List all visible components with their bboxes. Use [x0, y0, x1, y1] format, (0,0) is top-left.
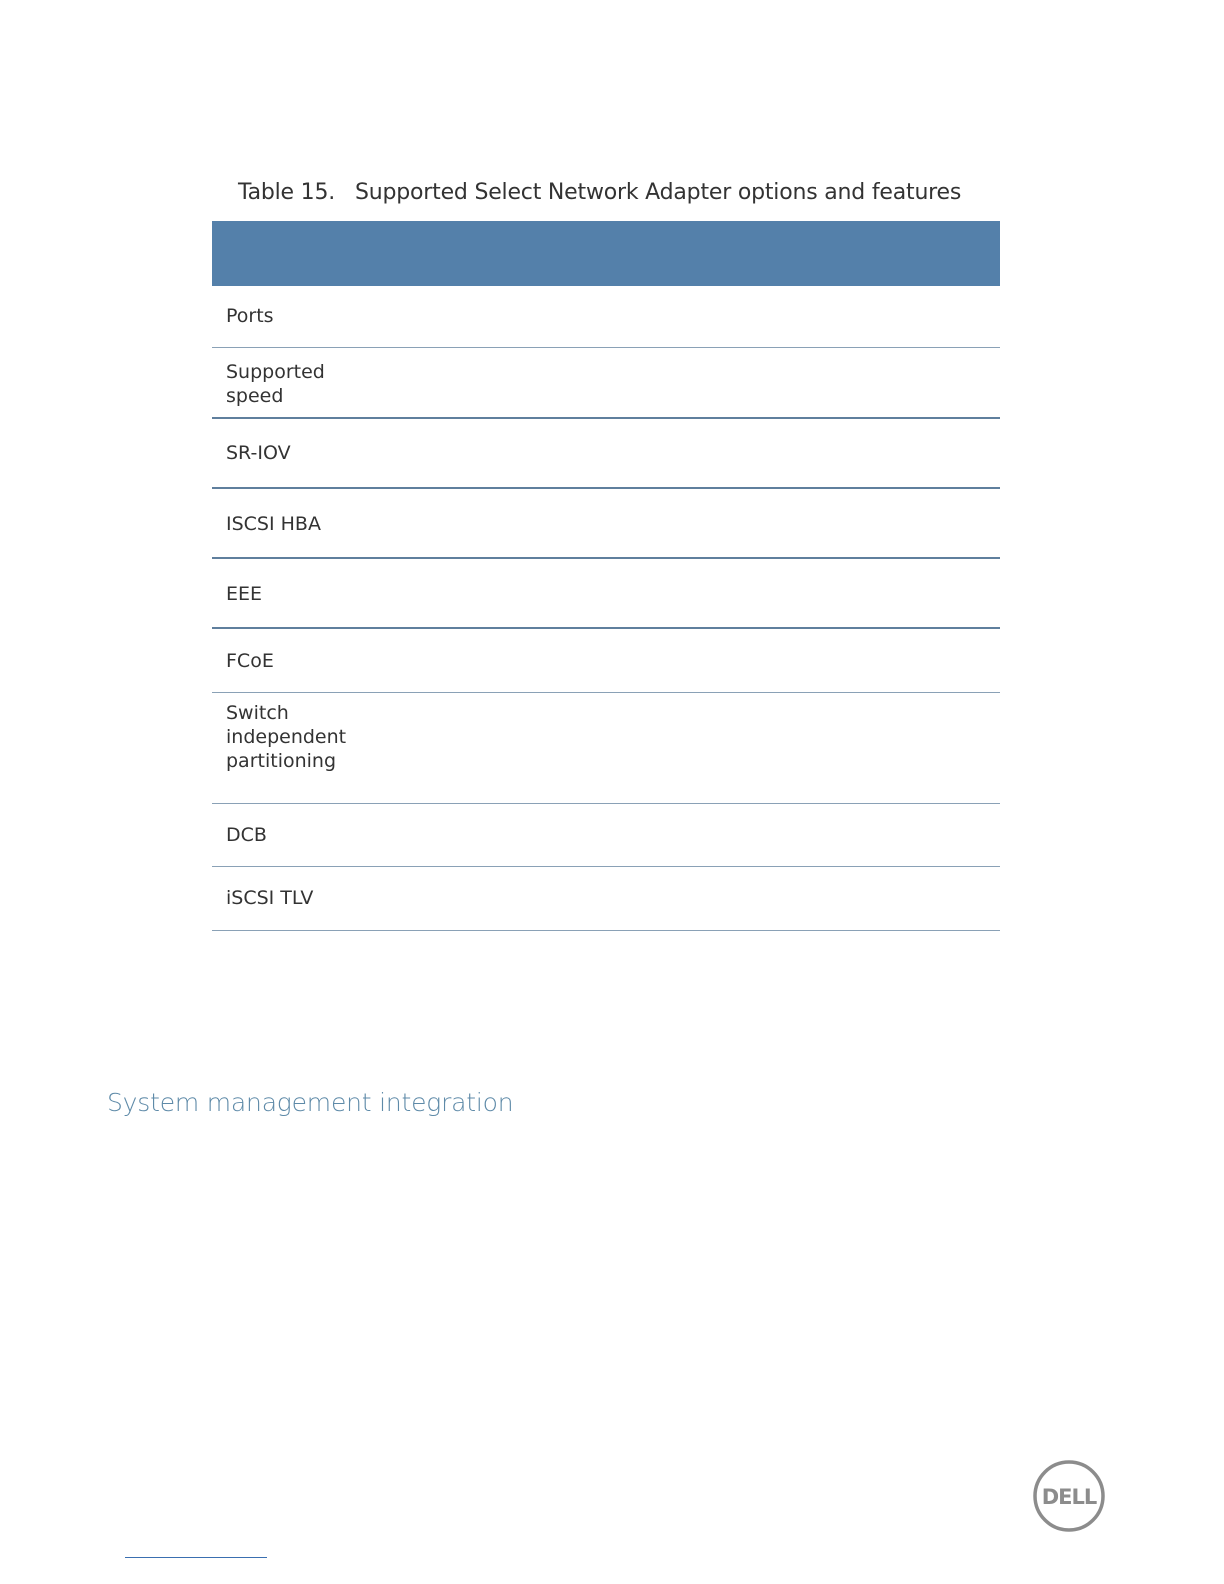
row-label-dcb: DCB — [226, 824, 267, 846]
table-row — [212, 867, 1000, 931]
row-label-ports: Ports — [226, 305, 274, 327]
network-adapter-table — [212, 221, 1000, 931]
table-row — [212, 693, 1000, 804]
table-caption-number: Table 15. — [238, 180, 336, 205]
row-label-supported-speed: Supported speed — [226, 361, 325, 407]
row-label-iscsi-hba: ISCSI HBA — [226, 513, 321, 535]
dell-logo-icon — [1033, 1460, 1105, 1532]
table-row — [212, 489, 1000, 559]
row-label-iscsi-tlv: iSCSI TLV — [226, 887, 314, 909]
table-row — [212, 629, 1000, 693]
table-header-row — [212, 221, 1000, 286]
row-label-fcoe: FCoE — [226, 650, 274, 672]
table-caption — [238, 180, 961, 205]
table-row — [212, 348, 1000, 419]
section-heading: System management integration — [107, 1088, 514, 1117]
row-label-switch-independent-partitioning: Switch independent partitioning — [226, 702, 347, 772]
table-row — [212, 804, 1000, 867]
table-caption-title: Supported Select Network Adapter options and features — [355, 180, 962, 205]
table-row — [212, 559, 1000, 629]
svg-text:DELL: DELL — [1041, 1485, 1097, 1509]
table-row — [212, 419, 1000, 489]
dell-logo — [1033, 1460, 1105, 1532]
row-label-sr-iov: SR-IOV — [226, 442, 291, 464]
table-row — [212, 286, 1000, 348]
footer-rule — [125, 1557, 267, 1558]
row-label-eee: EEE — [226, 583, 263, 605]
